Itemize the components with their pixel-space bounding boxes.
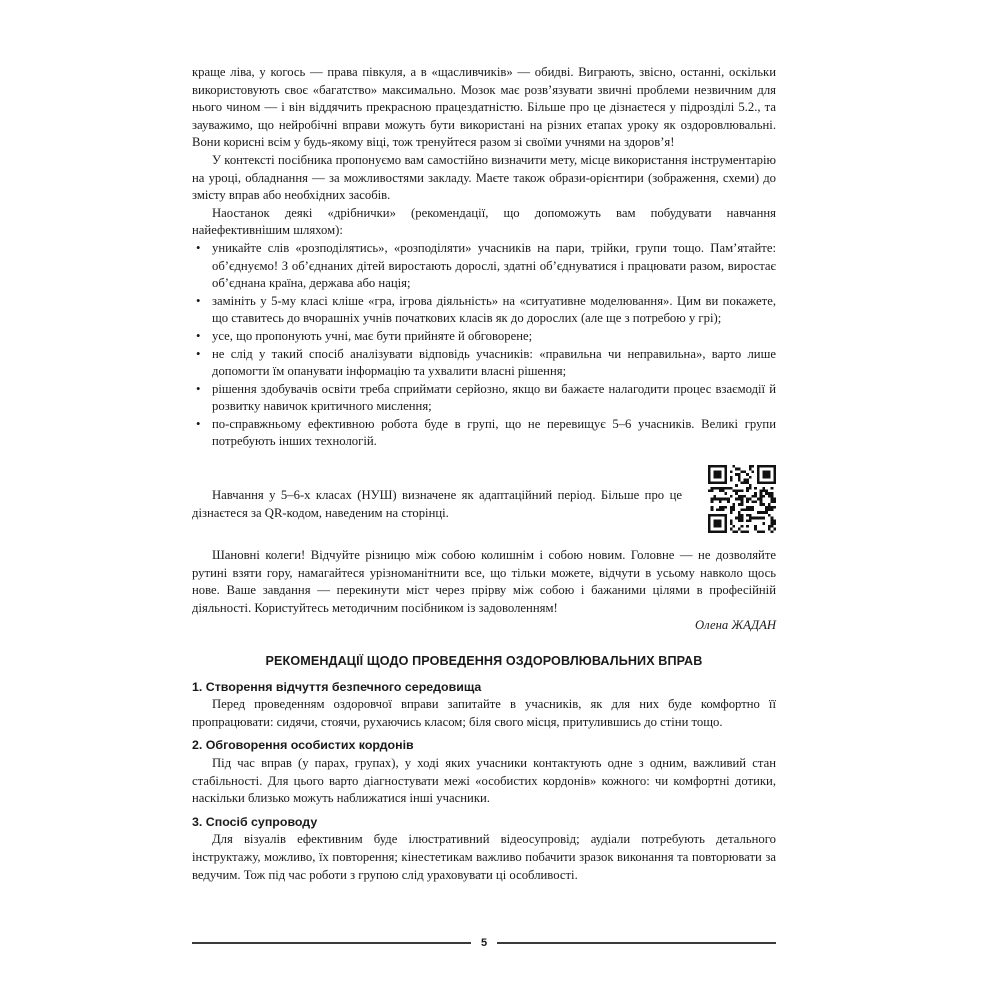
section-paragraph-2: Під час вправ (у парах, групах), у ході яких учасники контактують одне з одним, важливий стан стабільності. Для цього варто діагностувати межі «особистих кордонів» кожного: чи комфортні дотики, наскільки близько можуть наближатися інші учасники. bbox=[192, 756, 776, 806]
author-signature: Олена ЖАДАН bbox=[695, 618, 776, 633]
list-item: • рішення здобувачів освіти треба сприймати серйозно, якщо ви бажаєте налагодити процес взаємодії й розвитку навичок критичного мислення; bbox=[192, 381, 776, 416]
footer-rule-left bbox=[192, 942, 471, 944]
intro-paragraph-3: Наостанок деякі «дрібнички» (рекомендації, що допоможуть вам побудувати навчання найефективнішим шляхом): bbox=[192, 205, 776, 238]
intro-paragraph-1: краще ліва, у когось — права півкуля, а в «щасливчиків» — обидві. Виграють, звісно, останні, оскільки використовують своє «багатство» максимально. Мозок має розв’язувати звичні проблеми незвичним для нього чином — і він віддячить прекрасною працездатністю. Більше про це дізнаєтеся у підрозділі 5.2., та зауважимо, що нейробічні вправи можуть бути використані на різних етапах уроку як оздоровлювальні. Вони корисні всім у будь-якому віці, тож тренуйтеся разом зі своїми учнями на здоров’я! bbox=[192, 65, 776, 150]
page-number: 5 bbox=[480, 937, 488, 949]
section-title: РЕКОМЕНДАЦІЇ ЩОДО ПРОВЕДЕННЯ ОЗДОРОВЛЮВАЛЬНИХ ВПРАВ bbox=[265, 654, 703, 669]
intro-paragraph-2: У контексті посібника пропонуємо вам самостійно визначити мету, місце використання інструментарію на уроці, обладнання — за можливостями закладу. Маєте також образи-орієнтири (зображення, схеми) до змісту вправ або необхідних засобів. bbox=[192, 152, 776, 203]
section-heading-3: 3. Спосіб супроводу bbox=[192, 814, 318, 829]
list-item: • усе, що пропонують учні, має бути прийняте й обговорене; bbox=[192, 328, 776, 346]
section-paragraph-1: Перед проведенням оздоровчої вправи запитайте в учасників, як для них буде комфортно її пропрацювати: сидячи, стоячи, рухаючись класом; біля свого місця, притулившись до стіни тощо. bbox=[192, 697, 776, 729]
section-heading-2: 2. Обговорення особистих кордонів bbox=[192, 738, 414, 753]
qr-code-icon[interactable] bbox=[708, 465, 776, 533]
list-item: • не слід у такий спосіб аналізувати відповідь учасників: «правильна чи неправильна», варто лише допомогти їм опанувати інформацію та ухвалити власні рішення; bbox=[192, 346, 776, 381]
qr-caption: Навчання у 5–6-х класах (НУШ) визначене як адаптаційний період. Більше про це дізнаєтеся за QR-кодом, наведеним на сторінці. bbox=[192, 488, 682, 520]
list-item: • замініть у 5-му класі кліше «гра, ігрова діяльність» на «ситуативне моделювання». Цим ви покажете, що ставитесь до вчорашніх учнів початкових класів як до дорослих (але ще з потребою у грі); bbox=[192, 293, 776, 328]
page-content bbox=[192, 64, 776, 884]
footer-rule-right bbox=[497, 942, 776, 944]
page-footer bbox=[192, 935, 776, 951]
list-item: • по-справжньому ефективною робота буде в групі, що не перевищує 5–6 учасників. Великі групи потребують інших технологій. bbox=[192, 416, 776, 451]
recommendations-list bbox=[192, 240, 776, 451]
section-heading-1: 1. Створення відчуття безпечного середовища bbox=[192, 679, 482, 694]
section-paragraph-3: Для візуалів ефективним буде ілюстративний відеосупровід; аудіали потребують детального інструктажу, можливо, їх повторення; кінестетикам важливо побачити зразок виконання та повторювати за ведучим. Тож під час роботи з групою слід ураховувати ці особливості. bbox=[192, 832, 776, 882]
qr-block bbox=[192, 465, 776, 533]
list-item: • уникайте слів «розподілятись», «розподіляти» учасників на пари, трійки, групи тощо. Пам’ятайте: об’єднуємо! З об’єднаних дітей виростають дорослі, здатні об’єднуватися і працювати разом, виростає об’єднана країна, держава або нація; bbox=[192, 240, 776, 293]
closing-paragraph: Шановні колеги! Відчуйте різницю між собою колишнім і собою новим. Головне — не дозволяйте рутині взяти гору, намагайтеся урізноманітнити все, що тільки можете, відчути в усьому навколо щось нове. Ваше завдання — перекинути міст через прірву між собою і бажаними цілями в професійній діяльності. Користуйтесь методичним посібником із задоволенням! bbox=[192, 548, 776, 615]
